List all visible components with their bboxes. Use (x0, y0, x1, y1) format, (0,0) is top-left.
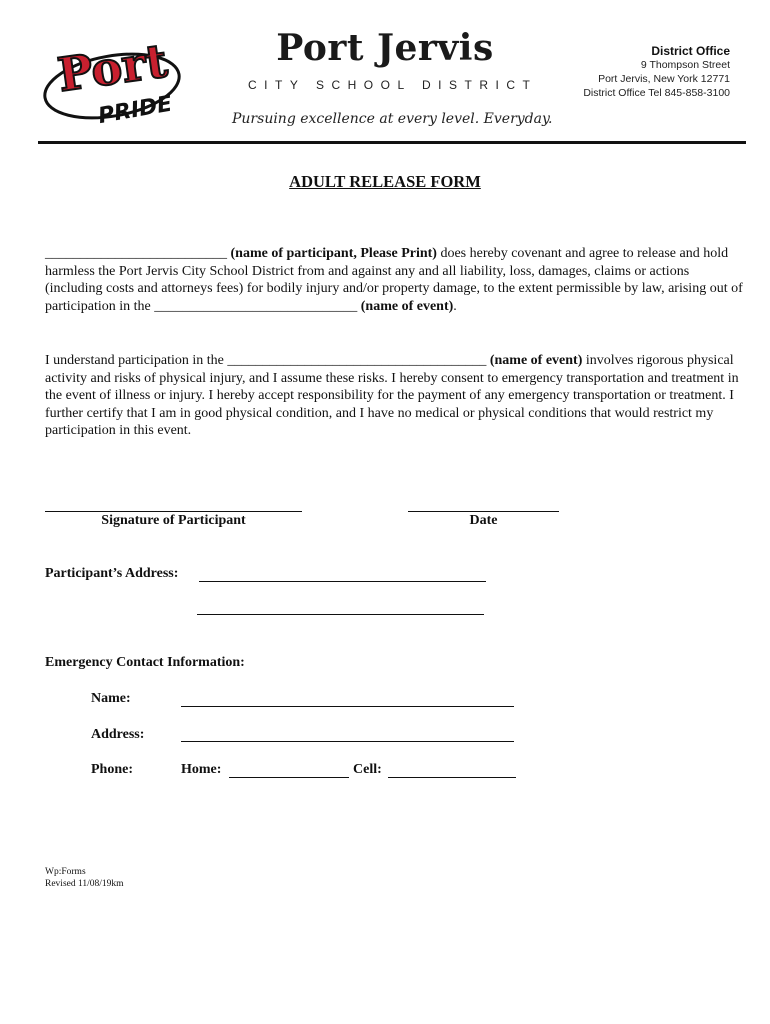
office-city: Port Jervis, New York 12771 (598, 73, 730, 85)
release-text: does hereby covenant and agree to release and hold harmless the Port Jervis City School District from and against any and all liability, loss, damages, claims or actions (including costs and attorneys fees) for bodily injury and/or property damage, to the extent permissible by law, arising out of participation in the (45, 246, 743, 314)
consent-paragraph (45, 352, 745, 440)
district-subtitle: CITY SCHOOL DISTRICT (248, 78, 538, 92)
para1-end: . (453, 298, 457, 314)
emergency-address-label: Address: (91, 727, 145, 742)
header-rule (38, 141, 746, 144)
emergency-name-label: Name: (91, 691, 131, 706)
tagline: Pursuing excellence at every level. Everyday. (232, 111, 553, 127)
office-street: 9 Thompson Street (640, 59, 730, 71)
emergency-address-line[interactable] (181, 741, 514, 742)
date-line[interactable] (408, 511, 559, 512)
signature-label: Signature of Participant (101, 513, 246, 528)
home-phone-line[interactable] (229, 777, 349, 778)
port-pride-logo (40, 30, 200, 125)
footer-form-code: Wp:Forms (45, 867, 86, 877)
date-label: Date (469, 513, 498, 528)
emergency-phone-label: Phone: (91, 762, 133, 777)
consent-intro: I understand participation in the (45, 353, 228, 368)
participant-address-line-2[interactable] (197, 614, 484, 615)
office-title: District Office (651, 44, 730, 58)
emergency-contact-heading: Emergency Contact Information: (45, 655, 245, 670)
logo-subword: PRIDE (96, 91, 175, 125)
event-name-hint: (name of event) (360, 298, 454, 314)
participant-address-label: Participant’s Address: (45, 566, 179, 581)
logo-word: Port (54, 33, 171, 102)
participant-name-blank[interactable]: __________________________ (45, 246, 231, 261)
cell-phone-line[interactable] (388, 777, 516, 778)
event-name-blank-2[interactable]: _____________________________________ (227, 353, 490, 368)
participant-name-hint: (name of participant, Please Print) (230, 246, 437, 261)
office-phone: District Office Tel 845-858-3100 (583, 87, 730, 99)
consent-text: involves rigorous physical activity and risks of physical injury, and I assume these risks. I hereby consent to emergency transportation and treatment in the event of illness or injury. I hereby accept responsibility for the payment of any emergency transportation or treatment. I further certify that I am in good physical condition, and I have no medical or physical conditions that would restrict my participation in this event. (45, 353, 739, 439)
district-name: Port Jervis (276, 27, 494, 69)
event-name-blank[interactable]: _____________________________ (154, 298, 361, 314)
event-name-hint-2: (name of event) (489, 353, 583, 368)
signature-line[interactable] (45, 511, 302, 512)
participant-address-line-1[interactable] (199, 581, 486, 582)
footer-revision: Revised 11/08/19km (45, 879, 124, 889)
cell-phone-label: Cell: (353, 762, 382, 777)
form-title: ADULT RELEASE FORM (289, 172, 481, 191)
office-address-block (583, 44, 730, 100)
emergency-name-line[interactable] (181, 706, 514, 707)
form-footer (45, 866, 124, 890)
release-paragraph (45, 245, 745, 315)
home-phone-label: Home: (181, 762, 222, 777)
